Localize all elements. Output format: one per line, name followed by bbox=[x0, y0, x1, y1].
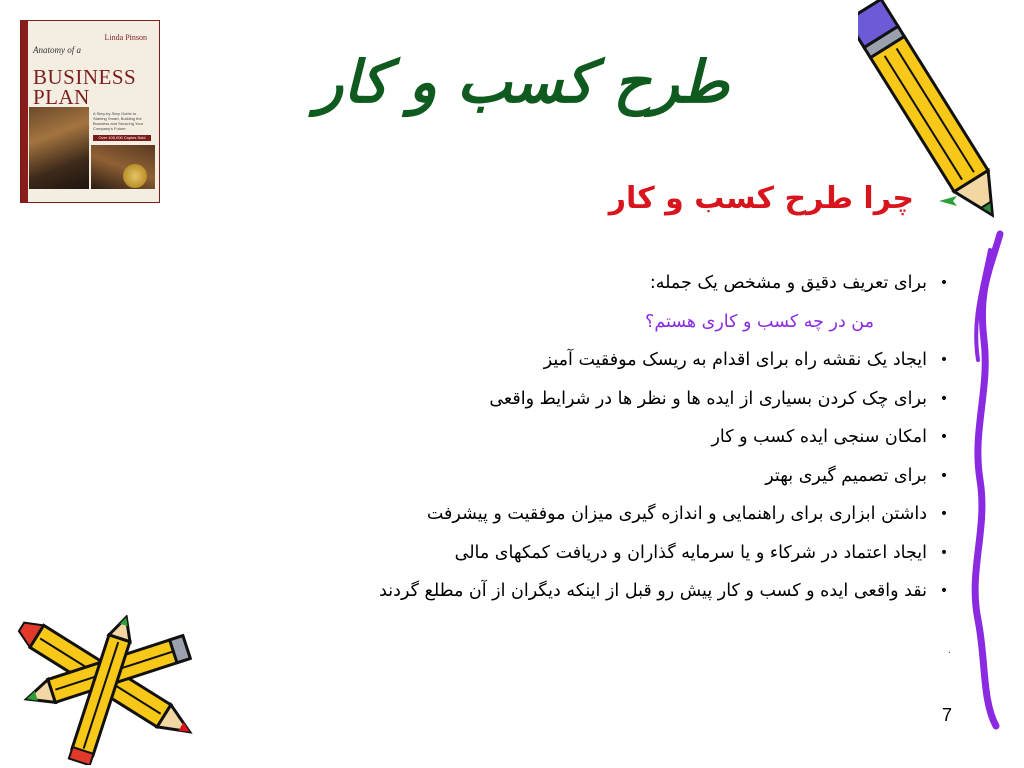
bullet-text: ایجاد اعتماد در شرکاء و یا سرمایه گذاران و دریافت کمکهای مالی bbox=[454, 542, 927, 563]
footer-mark: . bbox=[948, 646, 951, 656]
book-sold-badge: Over 100,000 Copies Sold bbox=[93, 135, 151, 141]
bullet-item bbox=[229, 538, 949, 577]
book-photo bbox=[29, 107, 89, 189]
slide-subtitle: چرا طرح کسب و کار bbox=[608, 181, 914, 216]
bullet-dot: • bbox=[939, 583, 949, 599]
book-author: Linda Pinson bbox=[104, 33, 147, 42]
bullet-sub-item bbox=[229, 307, 949, 346]
bullet-item bbox=[229, 576, 949, 615]
bullet-text: امکان سنجی ایده کسب و کار bbox=[711, 427, 927, 447]
slide-title: طرح کسب و کار bbox=[315, 48, 729, 116]
bullet-sub-text: من در چه کسب و کاری هستم؟ bbox=[645, 311, 874, 332]
bullet-dot: • bbox=[939, 390, 949, 407]
book-photo-secondary bbox=[91, 145, 155, 189]
bullet-text: ایجاد یک نقشه راه برای اقدام به ریسک موفقیت آمیز bbox=[543, 350, 927, 370]
book-cover-image bbox=[20, 20, 160, 203]
bullet-item bbox=[229, 499, 949, 538]
bullet-dot: • bbox=[939, 352, 949, 368]
book-footer: Author of the SBA publication How to Write a Business Plan bbox=[29, 192, 135, 197]
bullet-dot: • bbox=[939, 467, 949, 484]
book-seal-icon bbox=[123, 164, 147, 188]
book-title-business: BUSINESS bbox=[33, 65, 137, 89]
book-subtitle: Anatomy of a bbox=[33, 45, 81, 55]
bullet-item bbox=[229, 345, 949, 384]
bullet-item bbox=[229, 268, 949, 307]
bullet-text: برای تصمیم گیری بهتر bbox=[765, 465, 927, 486]
bullet-list bbox=[229, 268, 949, 615]
bullet-item bbox=[229, 461, 949, 500]
book-spine bbox=[21, 21, 28, 202]
pencil-icon bbox=[858, 0, 1008, 245]
bullet-text: نقد واقعی ایده و کسب و کار پیش رو قبل از اینکه دیگران از آن مطلع گردند bbox=[379, 581, 927, 601]
wavy-line-decoration bbox=[960, 230, 1010, 730]
bullet-dot: • bbox=[939, 429, 949, 445]
book-title-plan: PLAN bbox=[33, 85, 90, 109]
bullet-text: برای چک کردن بسیاری از ایده ها و نظر ها در شرایط واقعی bbox=[489, 388, 927, 409]
bullet-dot: • bbox=[939, 544, 949, 561]
bullet-text: برای تعریف دقیق و مشخص یک جمله: bbox=[649, 273, 927, 293]
bullet-item bbox=[229, 422, 949, 461]
page-number: 7 bbox=[942, 705, 953, 725]
bullet-dot: • bbox=[939, 506, 949, 522]
bullet-dot: • bbox=[939, 275, 949, 291]
book-blurb: A Step-by-Step Guide to Starting Smart, Building the Business and Securing Your Company's Future bbox=[93, 111, 144, 131]
bullet-item bbox=[229, 384, 949, 423]
bullet-text: داشتن ابزاری برای راهنمایی و اندازه گیری میزان موفقیت و پیشرفت bbox=[426, 504, 927, 524]
pencils-icon bbox=[0, 615, 210, 765]
